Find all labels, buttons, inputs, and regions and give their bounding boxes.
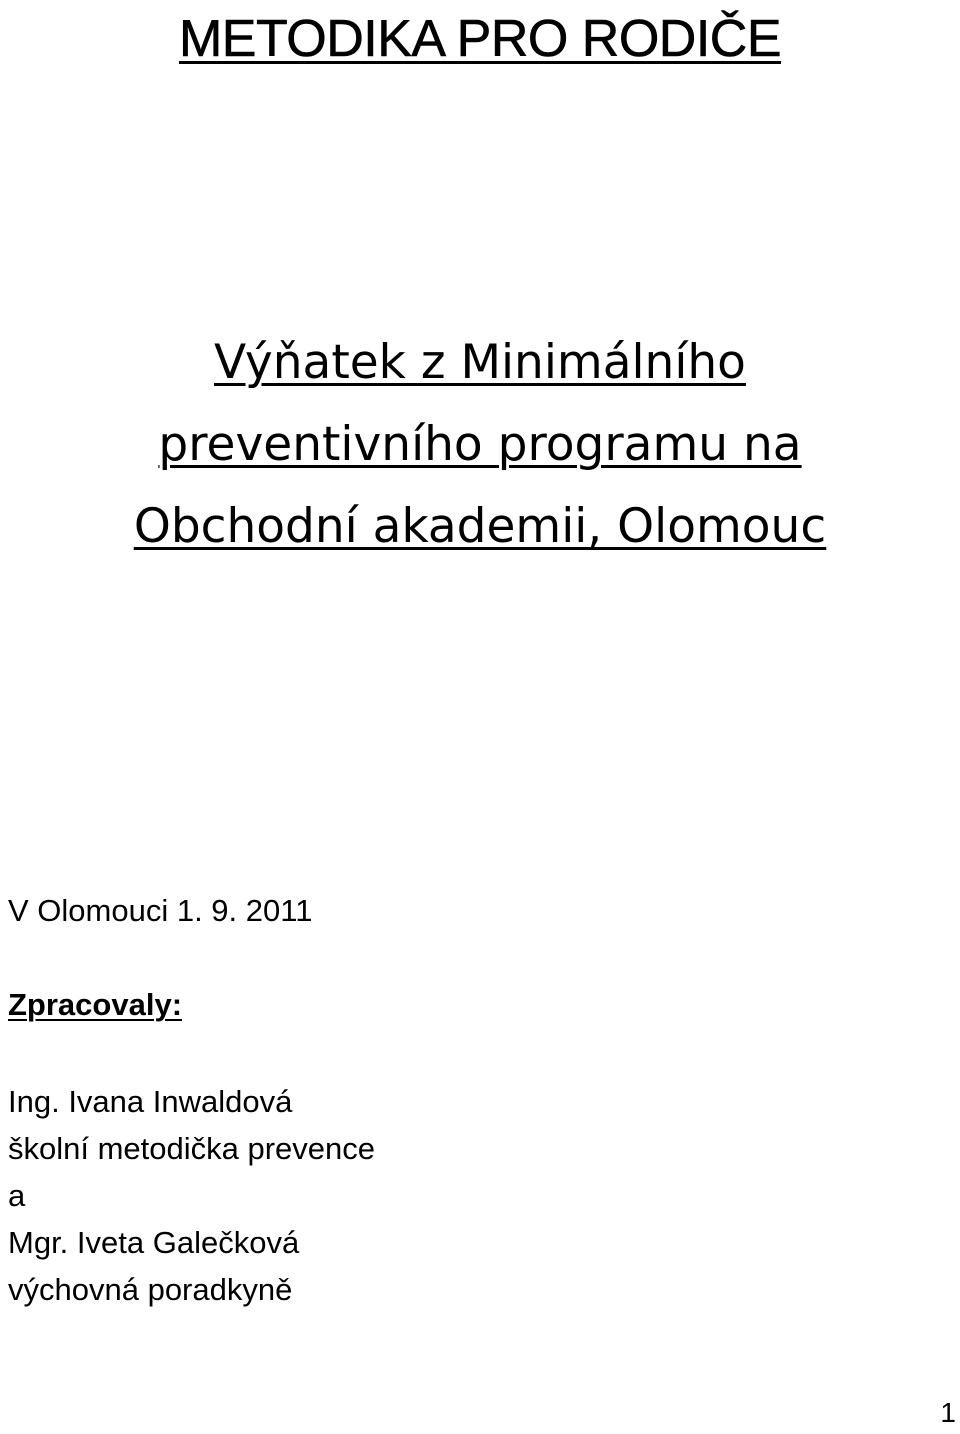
page-title <box>0 6 960 72</box>
place-and-date: V Olomouci 1. 9. 2011 <box>8 893 313 928</box>
author-line: školní metodička prevence <box>8 1131 376 1166</box>
page-number: 1 <box>940 1397 956 1428</box>
subtitle-line <box>0 486 960 568</box>
document-subtitle <box>0 322 960 568</box>
subtitle-line-text: Obchodní akademii, Olomouc <box>133 499 827 554</box>
author-line: a <box>8 1178 26 1213</box>
subtitle-line <box>0 404 960 486</box>
page-title-text: METODIKA PRO RODIČE <box>178 10 782 68</box>
author-line: výchovná poradkyně <box>8 1272 293 1307</box>
subtitle-line-text: Výňatek z Minimálního <box>214 335 746 390</box>
author-line: Ing. Ivana Inwaldová <box>8 1084 293 1119</box>
subtitle-line-text: preventivního programu na <box>158 417 802 472</box>
author-line: Mgr. Iveta Galečková <box>8 1225 300 1260</box>
subtitle-line <box>0 322 960 404</box>
authors-heading: Zpracovaly: <box>8 987 183 1022</box>
author-list <box>8 1078 375 1313</box>
